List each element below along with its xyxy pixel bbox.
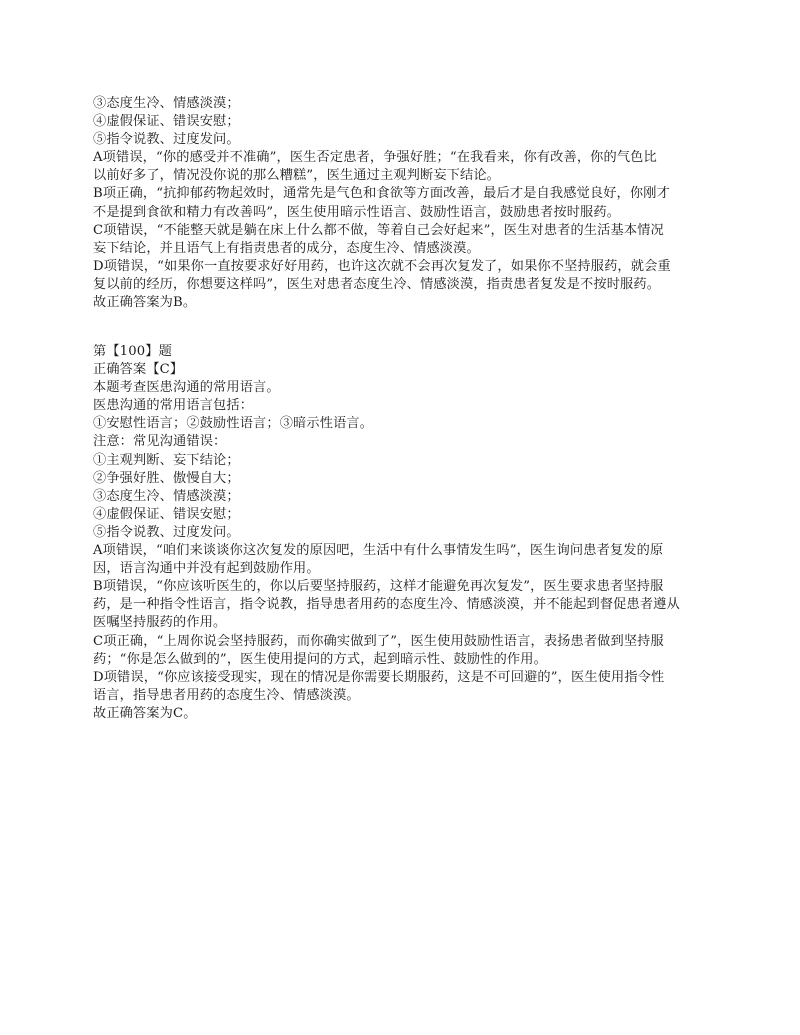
q99-text-line-3: ⑤指令说教、过度发问。 bbox=[93, 132, 240, 148]
q99-text-line-2: ④虚假保证、错误安慰； bbox=[93, 114, 240, 130]
q100-text-line-7: ①主观判断、妄下结论； bbox=[93, 452, 240, 468]
q99-text-line-5: 以前好多了，情况没你说的那么糟糕”，医生通过主观判断妄下结论。 bbox=[93, 168, 501, 184]
question-99-explanation bbox=[93, 95, 713, 312]
q100-text-line-16: 医嘱坚持服药的作用。 bbox=[93, 615, 227, 631]
q100-text-line-10: ④虚假保证、错误安慰； bbox=[93, 506, 240, 522]
q100-text-line-6: 注意：常见沟通错误： bbox=[93, 434, 227, 450]
q100-text-line-8: ②争强好胜、傲慢自大； bbox=[93, 470, 240, 486]
q99-text-line-11: 复以前的经历，你想要这样吗”，医生对患者态度生冷、情感淡漠，指责患者复发是不按时服药。 bbox=[93, 276, 661, 292]
q100-text-line-19: D项错误，“你应该接受现实，现在的情况是你需要长期服药，这是不可回避的”，医生使用指令性 bbox=[93, 669, 665, 685]
q99-text-line-7: 不是提到食欲和精力有改善吗”，医生使用暗示性语言、鼓励性语言，鼓励患者按时服药。 bbox=[93, 204, 621, 220]
q100-text-line-20: 语言，指导患者用药的态度生冷、情感淡漠。 bbox=[93, 687, 360, 703]
q99-text-line-12: 故正确答案为B。 bbox=[93, 295, 197, 311]
q100-text-line-2: 正确答案【C】 bbox=[93, 362, 184, 378]
q99-text-line-9: 妄下结论，并且语气上有指责患者的成分，态度生冷、情感淡漠。 bbox=[93, 240, 480, 256]
q99-text-line-8: C项错误，“不能整天就是躺在床上什么都不做，等着自己会好起来”，医生对患者的生活基本情况 bbox=[93, 222, 664, 238]
q100-text-line-12: A项错误，“咱们来谈谈你这次复发的原因吧，生活中有什么事情发生吗”，医生询问患者复发的原 bbox=[93, 543, 664, 559]
q100-text-line-5: ①安慰性语言；②鼓励性语言；③暗示性语言。 bbox=[93, 416, 374, 432]
q99-text-line-4: A项错误，“你的感受并不准确”，医生否定患者，争强好胜；“在我看来，你有改善，你的气色比 bbox=[93, 150, 657, 166]
q100-text-line-13: 因，语言沟通中并没有起到鼓励作用。 bbox=[93, 561, 320, 577]
q100-text-line-1: 第【100】题 bbox=[93, 344, 172, 359]
q100-text-line-9: ③态度生冷、情感淡漠； bbox=[93, 488, 240, 504]
q99-text-line-10: D项错误，“如果你一直按要求好好用药，也许这次就不会再次复发了，如果你不坚持服药，就会重 bbox=[93, 258, 671, 274]
q100-text-line-17: C项正确，“上周你说会坚持服药，而你确实做到了”，医生使用鼓励性语言，表扬患者做到坚持服 bbox=[93, 633, 664, 649]
q100-text-line-11: ⑤指令说教、过度发问。 bbox=[93, 524, 240, 540]
q99-text-line-1: ③态度生冷、情感淡漠； bbox=[93, 96, 240, 111]
question-100-explanation bbox=[93, 343, 713, 723]
q100-text-line-4: 医患沟通的常用语言包括： bbox=[93, 398, 254, 414]
q100-text-line-15: 药，是一种指令性语言，指令说教，指导患者用药的态度生冷、情感淡漠，并不能起到督促患者遵从 bbox=[93, 597, 680, 613]
q100-text-line-21: 故正确答案为C。 bbox=[93, 705, 197, 721]
q100-text-line-18: 药；“你是怎么做到的”，医生使用提问的方式，起到暗示性、鼓励性的作用。 bbox=[93, 651, 547, 667]
q100-text-line-14: B项错误，“你应该听医生的，你以后要坚持服药，这样才能避免再次复发”，医生要求患者坚持服 bbox=[93, 579, 664, 595]
q100-text-line-3: 本题考查医患沟通的常用语言。 bbox=[93, 380, 280, 396]
q99-text-line-6: B项正确，“抗抑郁药物起效时，通常先是气色和食欲等方面改善，最后才是自我感觉良好，你刚才 bbox=[93, 186, 670, 202]
